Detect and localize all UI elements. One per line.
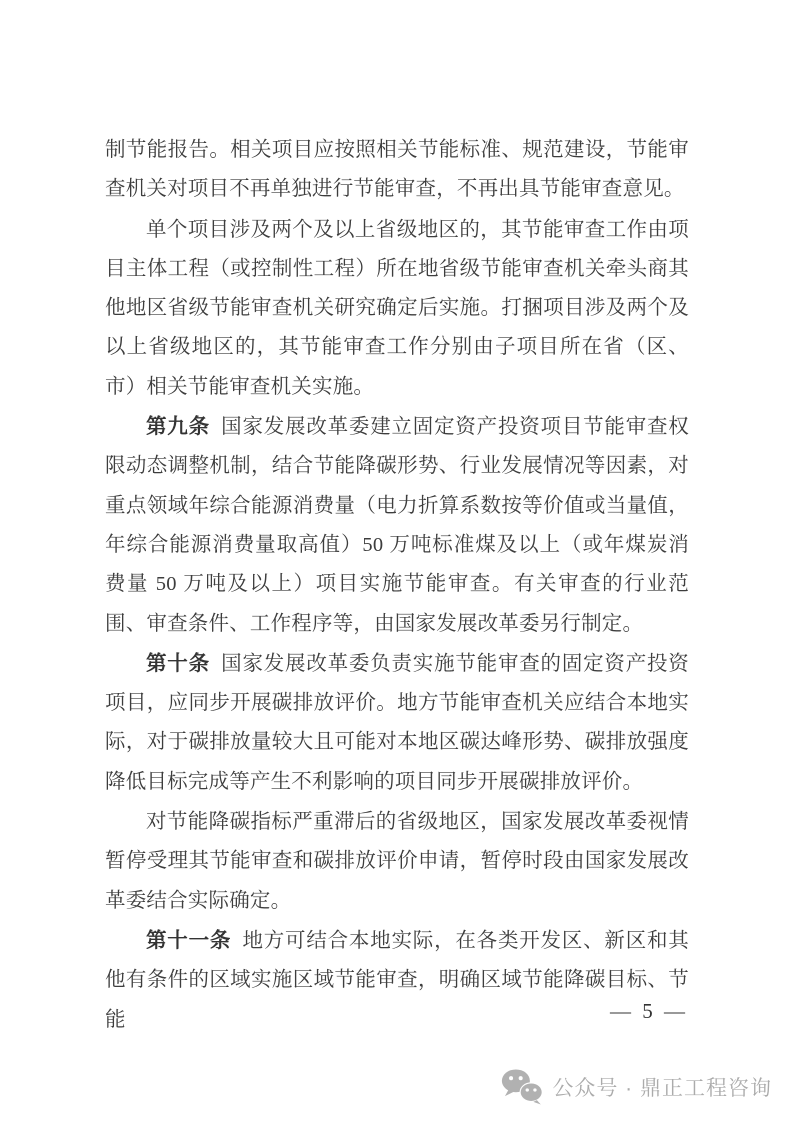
- paragraph: [105, 921, 689, 1040]
- footer-watermark: [501, 1068, 772, 1105]
- paragraph: [105, 210, 689, 407]
- article-number-label: 第九条: [146, 415, 210, 439]
- wechat-icon: [501, 1068, 543, 1105]
- paragraph-text: 单个项目涉及两个及以上省级地区的，其节能审查工作由项目主体工程（或控制性工程）所在地省级节能审查机关牵头商其他地区省级节能审查机关研究确定后实施。打捆项目涉及两个及以上省级地区的，其节能审查工作分别由子项目所在省（区、市）相关节能审查机关实施。: [105, 218, 689, 398]
- paragraph-text: 国家发展改革委负责实施节能审查的固定资产投资项目，应同步开展碳排放评价。地方节能审查机关应结合本地实际，对于碳排放量较大且可能对本地区碳达峰形势、碳排放强度降低目标完成等产生不利影响的项目同步开展碳排放评价。: [105, 652, 689, 793]
- article-number-label: 第十条: [146, 651, 210, 675]
- article-number-label: 第十一条: [146, 928, 232, 952]
- paragraph: [105, 644, 689, 802]
- watermark-text: 公众号 · 鼎正工程咨询: [552, 1076, 772, 1100]
- paragraph-text: 制节能报告。相关项目应按照相关节能标准、规范建设，节能审查机关对项目不再单独进行节能审查，不再出具节能审查意见。: [105, 139, 689, 201]
- document-body: [105, 130, 689, 1040]
- paragraph-text: 国家发展改革委建立固定资产投资项目节能审查权限动态调整机制，结合节能降碳形势、行业发展情况等因素，对重点领域年综合能源消费量（电力折算系数按等价值或当量值，年综合能源消费量取高值）50 万吨标准煤及以上（或年煤炭消费量 50 万吨及以上）项目实施节能审查。有关审查的行业范围、审查条件、工作程序等，由国家发展改革委另行制定。: [105, 416, 689, 635]
- paragraph: [105, 407, 689, 644]
- page-number: — 5 —: [610, 999, 688, 1023]
- paragraph: [105, 130, 689, 210]
- paragraph-text: 对节能降碳指标严重滞后的省级地区，国家发展改革委视情暂停受理其节能审查和碳排放评价申请，暂停时段由国家发展改革委结合实际确定。: [105, 811, 689, 912]
- paragraph-text: 地方可结合本地实际，在各类开发区、新区和其他有条件的区域实施区域节能审查，明确区域节能降碳目标、节能: [105, 929, 689, 1031]
- paragraph: [105, 802, 689, 921]
